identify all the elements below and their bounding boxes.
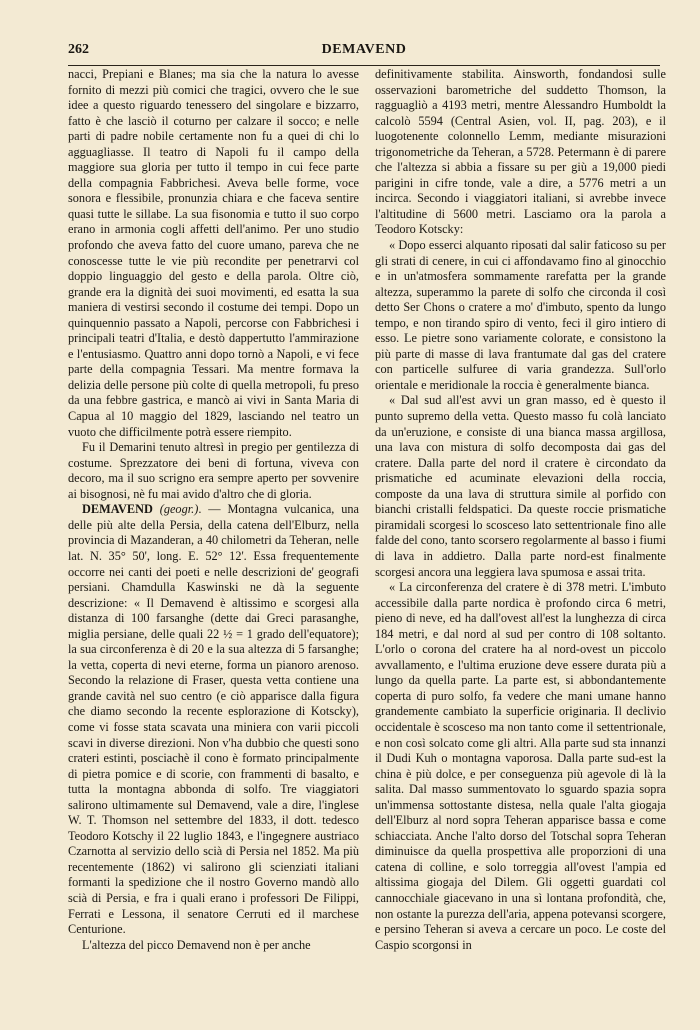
paragraph-quote-summit: « Dal sud all'est avvi un gran masso, ed è questo il punto supremo della vetta. Questo masso fu colà lanciato da un'eruzione, e consiste di una bianca massa argillosa, una lava con mistura di solfo decomposta dai gas del cratere. Dalla parte del nord il cratere è circondato da prismatiche ed acuminate elevazioni della roccia, composte da una lava di struttura simile al porfido con bianchi cristalli feldspatici. Da queste roccie prismatiche piramidali scorgesi lo scosceso lato settentrionale fino alle falde del cono, tanto scorsero regolarmente al basso i fiumi di lava in addietro. Dalla parte nord-est finalmente scorgesi ancora una leggiera lava spumosa e assai trita. <box>375 393 666 579</box>
paragraph-demarini-character: Fu il Demarini tenuto altresì in pregio per gentilezza di costume. Sprezzatore dei beni di fortuna, viveva con decoro, ma il suo scrigno era sempre aperto per sovvenire ai bisognosi, nè fu mai avido d'altro che di gloria. <box>68 440 359 501</box>
header-rule <box>68 65 660 66</box>
left-column <box>68 67 359 953</box>
right-column <box>375 67 666 953</box>
paragraph-altitude: definitivamente stabilita. Ainsworth, fondandosi sulle osservazioni barometriche del suddetto Thomson, la ragguagliò a 4193 metri, mentre Alessandro Humboldt la calcolò 5594 (Central Asien, vol. II, pag. 203), e il luogotenente colonnello Lemm, mediante misurazioni trigonometriche da Teheran, a 5728. Petermann è di parere che l'altezza si abbia a fissare su per giù a 19,000 piedi parigini in cifre tonde, vale a dire, a 5776 metri a un incirca. Secondo i viaggiatori italiani, si avrebbe invece l'altitudine di 5600 metri. Lasciamo ora la parola a Teodoro Kotscky: <box>375 67 666 237</box>
entry-body: . — Montagna vulcanica, una delle più alte della Persia, della catena dell'Elburz, nella provincia di Mazanderan, a 40 chilometri da Teheran, nelle lat. N. 35° 50', long. E. 52° 12'. Essa frequentemente occorre nei canti dei poeti e nelle descrizioni de' geografi persiani. Chamdulla Kaswinski ne dà la seguente descrizione: « Il Demavend è altissimo e scorgesi alla distanza di 100 farsanghe (dette dai Greci parasanghe, miglia persiane, delle quali 22 ½ = 1 grado dell'equatore); la sua circonferenza è di 20 e la sua altezza di 5 farsanghe; la vetta, coperta di nevi eterne, forma un pianoro arenoso. Secondo la relazione di Fraser, questa vetta contiene una grande cavità nel suo centro (e ciò apparisce dalla figura che diamo secondo la recente esplorazione di Kotscky), come vi fosse stata scavata una miniera con varii piccoli scavi in diverse direzioni. Non v'ha dubbio che questi sono crateri estinti, posciachè il cono è formato principalmente di pietra pomice e di scorie, con frammenti di basalto, e tutta la montagna abbonda di solfo. Tre viaggiatori salirono ultimamente sul Demavend, vale a dire, l'inglese W. T. Thomson nel settembre del 1833, il dott. tedesco Teodoro Kotschy il 22 luglio 1843, e l'ingegnere austriaco Czarnotta al servizio dello scià di Persia nel 1852. Ma più recentemente (1862) vi salirono gli scienziati italiani formanti la spedizione che il nostro Governo mandò allo scià di Persia, e fra i quali erano i professori De Filippi, Ferrati e Lessona, il senatore Cerruti ed il marchese Centurione. <box>68 502 360 937</box>
running-title: DEMAVEND <box>321 42 407 57</box>
entry-demavend <box>68 502 359 937</box>
entry-term: DEMAVEND <box>82 502 153 517</box>
entry-label: (geogr.) <box>159 502 199 517</box>
running-header <box>68 42 660 66</box>
paragraph-quote-circumference: « La circonferenza del cratere è di 378 metri. L'imbuto accessibile dalla parte nordica è profondo circa 6 metri, pieno di neve, ed ha dall'ovest all'est la lunghezza di circa 184 metri, e dal nord al sud per contro di 108 soltanto. L'orlo o corona del cratere ha al nord-ovest un piccolo avvallamento, e l'ultima eruzione deve essere durata più a lungo da quella parte. La parte est, si abbondantemente coperta di puro solfo, fa vedere che mani umane hanno grandemente cambiato la superficie originaria. Il declivio occidentale è scosceso ma non tanto come il settentrionale, e non così solcato come gli altri. Alla parte sud sta innanzi il Dudi Kuh o montagna vaporosa. Dalla parte sud-est la china è più dolce, e per conseguenza più agevole di là la salita. Dal masso summentovato lo sguardo spazia sopra un'immensa sottostante distesa, nella quale l'alta giogaja dell'Elburz al nord sopra Teheran apparisce bassa e come schiacciata. Anche l'alto dorso del Totschal sopra Teheran diminuisce da quella prospettiva alle proporzioni di una catena di colline, e solo torreggia all'ovest l'ampia ed altissima giogaja del Dilem. Gli oggetti guardati col cannocchiale giacevano in una sì lontana profondità, che, non ostante la purezza dell'aria, appena potevansi scorgere, e persino Teheran si aveva a cercare un poco. Le coste del Caspio scorgonsi in <box>375 580 666 952</box>
paragraph-altitude-start: L'altezza del picco Demavend non è per anche <box>82 937 311 952</box>
paragraph-quote-crater: « Dopo esserci alquanto riposati dal salir faticoso su per gli strati di cenere, in cui ci affondavamo fino al ginocchio e in un'atmosfera sommamente rarefatta per la grande altezza, superammo la parete di solfo che circonda il così detto Ser Chons o cratere a mo' d'imbuto, spento da lungo tempo, e non tirando spiro di vento, feci il giro intiero di esso. Le pietre sono variamente colorate, e consistono la più parte di masse di lava frantumate dal gas del cratere con particelle sulfuree di varia grandezza. Sull'orlo orientale e meridionale la roccia è generalmente bianca. <box>375 238 666 392</box>
paragraph-demarini-career: nacci, Prepiani e Blanes; ma sia che la natura lo avesse fornito di mezzi più comici che tragici, ovvero che le sue idee a questo riguardo tenessero del singolare e bizzarro, fatto è che lasciò il coturno per calzare il socco; e nelle parti di padre nobile certamente non fu a quei di chi lo agguagliasse. Il teatro di Napoli fu il campo della maggiore sua gloria per tutto il tempo in cui fece parte della compagnia Fabbrichesi. Aveva belle forme, voce sonora e flessibile, pronunzia chiara e che faceva sentire quasi tutte le sillabe. La sua fisonomia e tutto il suo corpo erano in armonia cogli affetti dell'animo. Per uno studio profondo che aveva fatto del cuore umano, pareva che ne conoscesse tutte le vie più recondite per penetrarvi col doppio linguaggio del gesto e della parola. Oltre ciò, grande era la dignità dei suoi movimenti, ed esatta la sua maniera di vestirsi secondo il costume dei tempi. Dopo un quinquennio passato a Napoli, percorse con Fabbrichesi i principali teatri d'Italia, e destò dappertutto l'ammirazione e l'entusiasmo. Quattro anni dopo tornò a Napoli, e vi fece parte della compagnia Tessari. Ma mentre formava la delizia delle persone più colte di quella metropoli, fu preso da una febbre gastrica, e mancò ai vivi in Santa Maria di Capua al 10 maggio del 1829, lasciando nel teatro un vuoto che difficilmente potrà essere riempito. <box>68 67 359 439</box>
page-number: 262 <box>68 42 89 57</box>
